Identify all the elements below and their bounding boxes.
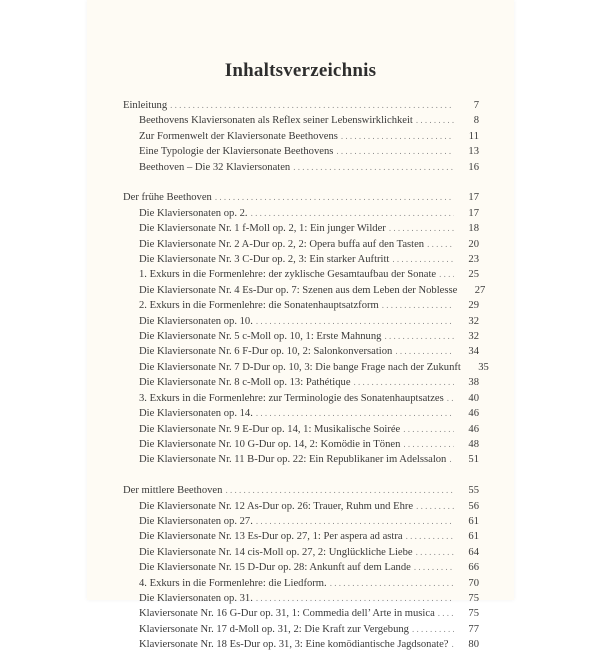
toc-entry-title: 4. Exkurs in die Formenlehre: die Liedform. (139, 577, 327, 589)
toc-page-number: 32 (468, 315, 479, 327)
toc-entry (123, 267, 479, 282)
dot-leader (170, 98, 454, 113)
toc-entry-title: Einleitung (123, 100, 168, 111)
toc-entry (123, 406, 479, 421)
toc-entry (123, 499, 479, 514)
toc-page-number: 35 (478, 361, 489, 373)
dot-leader (389, 221, 454, 236)
toc-page-number: 70 (468, 577, 479, 589)
dot-leader (439, 267, 454, 282)
toc-entry (123, 344, 479, 359)
toc-page-number: 27 (474, 284, 486, 296)
toc-entry (123, 391, 479, 406)
toc-page-number: 48 (468, 438, 479, 450)
dot-leader (225, 483, 454, 498)
toc-entry (123, 545, 479, 560)
toc-entry-title: 2. Exkurs in die Formenlehre: die Sonatenhauptsatzform (139, 300, 379, 312)
toc-page-number: 38 (468, 377, 479, 389)
toc-page-number: 17 (468, 207, 479, 219)
toc-entry-title: Die Klaviersonaten op. 2. (139, 207, 248, 219)
toc-entry-title: Die Klaviersonate Nr. 15 D-Dur op. 28: Ankunft auf dem Lande (139, 562, 411, 574)
toc-page-number: 80 (468, 639, 479, 651)
toc-page-number: 75 (468, 592, 479, 604)
toc-entry-title: Zur Formenwelt der Klaviersonate Beethovens (139, 130, 338, 142)
dot-leader (403, 437, 454, 452)
toc-entry (123, 606, 479, 621)
dot-leader (354, 375, 454, 390)
toc-entry-title: 3. Exkurs in die Formenlehre: zur Terminologie des Sonatenhauptsatzes (139, 392, 444, 404)
toc-entry-title: Der frühe Beethoven (123, 192, 212, 204)
dot-leader (447, 391, 454, 406)
toc-entry (123, 452, 479, 467)
toc-page-number: 46 (468, 408, 479, 420)
toc-page-number: 61 (468, 531, 479, 543)
toc-page-number: 61 (468, 515, 479, 527)
toc-page-number: 20 (468, 238, 479, 250)
dot-leader (406, 529, 454, 544)
toc-entry-title: Die Klaviersonaten op. 31. (139, 592, 253, 604)
page-title: Inhaltsverzeichnis (224, 60, 377, 81)
toc-entry-title: Die Klaviersonate Nr. 12 As-Dur op. 26: Trauer, Ruhm und Ehre (139, 500, 414, 512)
toc-entry (123, 314, 479, 329)
toc-page-number: 77 (468, 623, 479, 635)
dot-leader (384, 329, 454, 344)
toc-page-number: 46 (468, 423, 479, 435)
toc-entry-title: Die Klaviersonate Nr. 10 G-Dur op. 14, 2: Komödie in Tönen (139, 438, 401, 450)
table-of-contents (123, 98, 489, 668)
toc-entry (123, 360, 489, 375)
toc-page-number: 16 (468, 161, 479, 173)
toc-entry (123, 437, 479, 452)
toc-entry-title: Der mittlere Beethoven (123, 485, 223, 497)
dot-leader (452, 637, 455, 652)
dot-leader (215, 190, 454, 205)
toc-entry (123, 237, 479, 252)
dot-leader (341, 129, 454, 144)
toc-page-number: 25 (468, 269, 479, 281)
toc-section-heading (123, 483, 479, 498)
toc-entry (123, 375, 479, 390)
toc-entry (123, 622, 479, 637)
dot-leader (256, 406, 454, 421)
toc-page-number: 8 (473, 115, 479, 127)
toc-entry-title: Beethovens Klaviersonaten als Reflex seiner Lebenswirklichkeit (139, 115, 413, 127)
toc-entry (123, 129, 479, 144)
dot-leader (427, 237, 454, 252)
toc-page-number: 55 (468, 485, 479, 497)
dot-leader (392, 252, 454, 267)
toc-entry (123, 206, 479, 221)
dot-leader (416, 499, 454, 514)
toc-page-number: 29 (468, 300, 479, 312)
toc-entry-title: Die Klaviersonate Nr. 13 Es-Dur op. 27, 1: Per aspera ad astra (139, 531, 403, 543)
toc-entry (123, 144, 479, 159)
toc-entry-title: Die Klaviersonate Nr. 3 C-Dur op. 2, 3: Ein starker Auftritt (139, 254, 390, 266)
toc-page-number: 64 (468, 546, 479, 558)
toc-entry-title: Die Klaviersonate Nr. 2 A-Dur op. 2, 2: Opera buffa auf den Tasten (139, 238, 425, 250)
toc-entry-title: Die Klaviersonate Nr. 8 c-Moll op. 13: Pathétique (139, 377, 351, 389)
dot-leader (256, 514, 454, 529)
dot-leader (416, 545, 454, 560)
toc-entry (123, 252, 479, 267)
toc-entry-title: Die Klaviersonate Nr. 7 D-Dur op. 10, 3: Die bange Frage nach der Zukunft (139, 361, 461, 373)
toc-page-number: 51 (468, 454, 479, 466)
dot-leader (449, 452, 454, 467)
toc-page-number: 75 (468, 608, 479, 620)
toc-page-number: 7 (473, 100, 479, 111)
toc-entry-title: Die Klaviersonaten op. 14. (139, 408, 253, 420)
toc-entry-title: Die Klaviersonate Nr. 9 E-Dur op. 14, 1: Musikalische Soirée (139, 423, 401, 435)
toc-entry (123, 576, 479, 591)
dot-leader (395, 344, 454, 359)
toc-entry (123, 160, 479, 175)
toc-entry-title: Klaviersonate Nr. 18 Es-Dur op. 31, 3: Eine komödiantische Jagdsonate? (139, 639, 449, 651)
toc-entry (123, 113, 479, 128)
toc-page-number: 56 (468, 500, 479, 512)
dot-leader (382, 298, 454, 313)
book-page (87, 0, 514, 651)
toc-entry-title: Die Klaviersonate Nr. 5 c-Moll op. 10, 1: Erste Mahnung (139, 331, 382, 343)
toc-section-heading (123, 98, 479, 113)
toc-page-number: 17 (468, 192, 479, 204)
toc-entry-title: Die Klaviersonate Nr. 11 B-Dur op. 22: Ein Republikaner im Adelssalon (139, 454, 447, 466)
dot-leader (412, 622, 454, 637)
dot-leader (256, 314, 454, 329)
toc-entry-title: Klaviersonate Nr. 17 d-Moll op. 31, 2: Die Kraft zur Vergebung (139, 623, 409, 635)
toc-entry-title: Klaviersonate Nr. 16 G-Dur op. 31, 1: Commedia dell’ Arte in musica (139, 608, 435, 620)
toc-entry (123, 637, 479, 652)
toc-entry-title: Die Klaviersonaten op. 27. (139, 515, 253, 527)
toc-entry (123, 283, 486, 298)
toc-entry-title: Die Klaviersonate Nr. 14 cis-Moll op. 27, 2: Unglückliche Liebe (139, 546, 413, 558)
toc-entry-title: Eine Typologie der Klaviersonate Beethovens (139, 146, 334, 158)
dot-leader (414, 560, 454, 575)
toc-entry-title: Die Klaviersonate Nr. 4 Es-Dur op. 7: Szenen aus dem Leben der Noblesse (139, 284, 458, 296)
toc-page-number: 34 (468, 346, 479, 358)
toc-entry (123, 560, 479, 575)
dot-leader (293, 160, 454, 175)
dot-leader (336, 144, 454, 159)
toc-entry (123, 221, 479, 236)
dot-leader (438, 606, 454, 621)
toc-entry-title: 1. Exkurs in die Formenlehre: der zyklische Gesamtaufbau der Sonate (139, 269, 437, 281)
toc-page-number: 18 (468, 223, 479, 235)
dot-leader (403, 422, 454, 437)
toc-page-number: 13 (468, 146, 479, 158)
toc-entry (123, 514, 479, 529)
toc-entry (123, 298, 479, 313)
toc-entry-title: Die Klaviersonaten op. 10. (139, 315, 253, 327)
toc-entry (123, 529, 479, 544)
toc-page-number: 40 (468, 392, 479, 404)
toc-entry-title: Die Klaviersonate Nr. 6 F-Dur op. 10, 2: Salonkonversation (139, 346, 393, 358)
toc-entry-title: Beethoven – Die 32 Klaviersonaten (139, 161, 291, 173)
dot-leader (330, 576, 454, 591)
toc-entry (123, 422, 479, 437)
toc-section (123, 483, 479, 652)
toc-section (123, 98, 479, 175)
dot-leader (256, 591, 454, 606)
toc-entry (123, 329, 479, 344)
dot-leader (251, 206, 454, 221)
toc-section-heading (123, 190, 479, 205)
toc-page-number: 66 (468, 562, 479, 574)
toc-page-number: 32 (468, 331, 479, 343)
toc-entry-title: Die Klaviersonate Nr. 1 f-Moll op. 2, 1: Ein junger Wilder (139, 223, 386, 235)
toc-page-number: 23 (468, 254, 479, 266)
dot-leader (416, 113, 454, 128)
toc-entry (123, 591, 479, 606)
toc-page-number: 11 (468, 130, 479, 142)
toc-section (123, 190, 489, 467)
